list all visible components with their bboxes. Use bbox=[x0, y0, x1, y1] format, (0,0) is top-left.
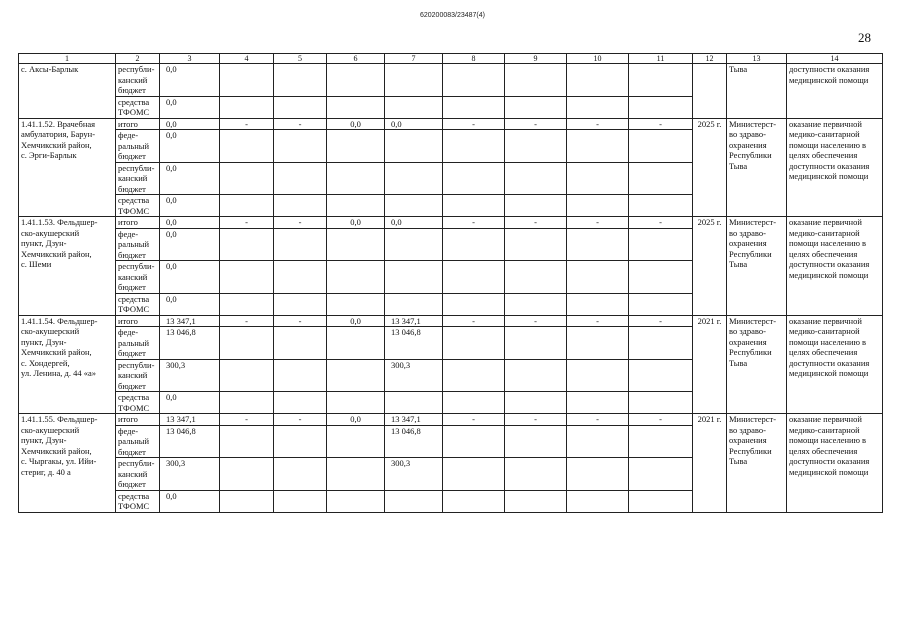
amount-year-cell bbox=[629, 64, 693, 97]
table-row bbox=[19, 315, 883, 327]
amount-year-cell: 0,0 bbox=[385, 118, 443, 130]
col-header: 10 bbox=[567, 54, 629, 64]
amount-year-cell: - bbox=[274, 118, 327, 130]
amount-year-cell: 0,0 bbox=[327, 414, 385, 426]
amount-total-cell: 0,0 bbox=[160, 261, 220, 294]
amount-year-cell: - bbox=[443, 217, 505, 229]
amount-year-cell bbox=[327, 261, 385, 294]
col-header: 1 bbox=[19, 54, 116, 64]
col-header: 8 bbox=[443, 54, 505, 64]
amount-year-cell: - bbox=[505, 315, 567, 327]
executor-cell: Министерст- во здраво- охранения Республики Тыва bbox=[727, 315, 787, 414]
expected-result-cell: оказание первичной медико-санитарной помощи населению в целях обеспечения доступности оказания медицинской помощи bbox=[787, 118, 883, 217]
funding-source-cell: республи- канский бюджет bbox=[116, 64, 160, 97]
amount-year-cell bbox=[274, 130, 327, 163]
amount-year-cell bbox=[443, 327, 505, 360]
amount-year-cell bbox=[385, 228, 443, 261]
completion-year-cell bbox=[693, 64, 727, 119]
amount-year-cell: - bbox=[505, 217, 567, 229]
amount-year-cell bbox=[327, 327, 385, 360]
amount-year-cell bbox=[274, 359, 327, 392]
amount-year-cell bbox=[220, 359, 274, 392]
executor-cell: Министерст- во здраво- охранения Республики Тыва bbox=[727, 217, 787, 316]
amount-year-cell bbox=[629, 162, 693, 195]
amount-year-cell bbox=[220, 490, 274, 512]
amount-year-cell: - bbox=[443, 414, 505, 426]
amount-year-cell bbox=[220, 425, 274, 458]
amount-year-cell bbox=[629, 130, 693, 163]
amount-year-cell bbox=[567, 458, 629, 491]
amount-year-cell bbox=[385, 293, 443, 315]
amount-year-cell bbox=[629, 327, 693, 360]
amount-year-cell bbox=[274, 458, 327, 491]
amount-year-cell bbox=[274, 490, 327, 512]
amount-year-cell bbox=[327, 490, 385, 512]
amount-year-cell bbox=[274, 96, 327, 118]
funding-source-cell: феде- ральный бюджет bbox=[116, 425, 160, 458]
amount-year-cell bbox=[629, 195, 693, 217]
amount-year-cell bbox=[505, 64, 567, 97]
expected-result-cell: доступности оказания медицинской помощи bbox=[787, 64, 883, 119]
expected-result-cell: оказание первичной медико-санитарной помощи населению в целях обеспечения доступности оказания медицинской помощи bbox=[787, 217, 883, 316]
funding-source-cell: итого bbox=[116, 414, 160, 426]
amount-year-cell bbox=[220, 261, 274, 294]
funding-source-cell: средства ТФОМС bbox=[116, 392, 160, 414]
object-name-cell: 1.41.1.53. Фельдшер- ско-акушерский пункт, Дзун- Хемчикский район, с. Шеми bbox=[19, 217, 116, 316]
col-header: 5 bbox=[274, 54, 327, 64]
amount-year-cell: - bbox=[220, 118, 274, 130]
funding-source-cell: феде- ральный бюджет bbox=[116, 327, 160, 360]
completion-year-cell: 2021 г. bbox=[693, 414, 727, 513]
amount-year-cell bbox=[505, 293, 567, 315]
amount-year-cell bbox=[385, 96, 443, 118]
amount-year-cell bbox=[220, 327, 274, 360]
executor-cell: Тыва bbox=[727, 64, 787, 119]
amount-year-cell bbox=[385, 162, 443, 195]
amount-total-cell: 0,0 bbox=[160, 392, 220, 414]
table-row bbox=[19, 64, 883, 97]
table-row bbox=[19, 217, 883, 229]
amount-year-cell: 0,0 bbox=[327, 315, 385, 327]
col-header: 3 bbox=[160, 54, 220, 64]
amount-year-cell bbox=[327, 64, 385, 97]
object-name-cell: 1.41.1.54. Фельдшер- ско-акушерский пункт, Дзун- Хемчикский район, с. Хондергей, ул. Ленина, д. 44 «а» bbox=[19, 315, 116, 414]
amount-year-cell: - bbox=[274, 414, 327, 426]
amount-year-cell bbox=[567, 195, 629, 217]
amount-year-cell bbox=[327, 293, 385, 315]
amount-year-cell: - bbox=[567, 315, 629, 327]
amount-total-cell: 13 347,1 bbox=[160, 315, 220, 327]
amount-year-cell bbox=[629, 392, 693, 414]
amount-year-cell: - bbox=[274, 217, 327, 229]
page-number: 28 bbox=[858, 30, 871, 45]
amount-total-cell: 13 046,8 bbox=[160, 425, 220, 458]
amount-year-cell: - bbox=[629, 414, 693, 426]
executor-cell: Министерст- во здраво- охранения Республики Тыва bbox=[727, 118, 787, 217]
amount-year-cell: - bbox=[443, 315, 505, 327]
amount-total-cell: 13 046,8 bbox=[160, 327, 220, 360]
amount-year-cell bbox=[220, 392, 274, 414]
amount-year-cell bbox=[327, 359, 385, 392]
col-header: 14 bbox=[787, 54, 883, 64]
amount-year-cell bbox=[443, 130, 505, 163]
amount-year-cell bbox=[505, 458, 567, 491]
amount-year-cell bbox=[385, 64, 443, 97]
amount-year-cell bbox=[220, 64, 274, 97]
completion-year-cell: 2021 г. bbox=[693, 315, 727, 414]
amount-total-cell: 0,0 bbox=[160, 130, 220, 163]
amount-year-cell bbox=[327, 162, 385, 195]
amount-total-cell: 0,0 bbox=[160, 64, 220, 97]
amount-year-cell: 13 347,1 bbox=[385, 414, 443, 426]
amount-year-cell bbox=[443, 425, 505, 458]
amount-year-cell bbox=[567, 293, 629, 315]
amount-year-cell bbox=[505, 195, 567, 217]
amount-year-cell bbox=[274, 162, 327, 195]
amount-year-cell bbox=[385, 195, 443, 217]
funding-source-cell: средства ТФОМС bbox=[116, 96, 160, 118]
funding-source-cell: республи- канский бюджет bbox=[116, 458, 160, 491]
amount-year-cell bbox=[220, 162, 274, 195]
amount-year-cell bbox=[505, 261, 567, 294]
funding-source-cell: феде- ральный бюджет bbox=[116, 130, 160, 163]
amount-year-cell bbox=[443, 195, 505, 217]
amount-year-cell bbox=[274, 64, 327, 97]
funding-source-cell: республи- канский бюджет bbox=[116, 261, 160, 294]
amount-year-cell bbox=[567, 261, 629, 294]
amount-year-cell bbox=[505, 162, 567, 195]
amount-year-cell: - bbox=[629, 217, 693, 229]
amount-year-cell bbox=[220, 195, 274, 217]
amount-year-cell: - bbox=[443, 118, 505, 130]
expected-result-cell: оказание первичной медико-санитарной помощи населению в целях обеспечения доступности оказания медицинской помощи bbox=[787, 315, 883, 414]
amount-year-cell: 13 046,8 bbox=[385, 327, 443, 360]
column-number-row bbox=[19, 54, 883, 64]
amount-year-cell: 13 347,1 bbox=[385, 315, 443, 327]
amount-year-cell bbox=[629, 359, 693, 392]
amount-year-cell bbox=[327, 458, 385, 491]
amount-year-cell bbox=[274, 195, 327, 217]
amount-total-cell: 300,3 bbox=[160, 359, 220, 392]
amount-year-cell: - bbox=[274, 315, 327, 327]
funding-source-cell: средства ТФОМС bbox=[116, 195, 160, 217]
amount-year-cell bbox=[567, 490, 629, 512]
amount-year-cell: - bbox=[629, 118, 693, 130]
amount-year-cell bbox=[567, 228, 629, 261]
amount-year-cell bbox=[505, 327, 567, 360]
completion-year-cell: 2025 г. bbox=[693, 217, 727, 316]
amount-year-cell bbox=[443, 96, 505, 118]
amount-year-cell: - bbox=[220, 315, 274, 327]
amount-year-cell: 13 046,8 bbox=[385, 425, 443, 458]
amount-year-cell: 0,0 bbox=[327, 217, 385, 229]
funding-source-cell: итого bbox=[116, 118, 160, 130]
amount-year-cell bbox=[443, 490, 505, 512]
amount-total-cell: 0,0 bbox=[160, 293, 220, 315]
amount-year-cell bbox=[385, 261, 443, 294]
amount-year-cell: - bbox=[567, 118, 629, 130]
col-header: 13 bbox=[727, 54, 787, 64]
table-row bbox=[19, 118, 883, 130]
amount-year-cell bbox=[629, 96, 693, 118]
amount-year-cell bbox=[629, 228, 693, 261]
funding-source-cell: итого bbox=[116, 315, 160, 327]
executor-cell: Министерст- во здраво- охранения Республики Тыва bbox=[727, 414, 787, 513]
amount-total-cell: 0,0 bbox=[160, 195, 220, 217]
funding-source-cell: феде- ральный бюджет bbox=[116, 228, 160, 261]
amount-year-cell bbox=[505, 228, 567, 261]
amount-year-cell bbox=[629, 458, 693, 491]
amount-year-cell bbox=[567, 425, 629, 458]
amount-year-cell bbox=[443, 293, 505, 315]
amount-year-cell bbox=[629, 261, 693, 294]
amount-year-cell bbox=[220, 458, 274, 491]
amount-year-cell bbox=[567, 162, 629, 195]
amount-year-cell bbox=[327, 392, 385, 414]
amount-total-cell: 0,0 bbox=[160, 118, 220, 130]
amount-year-cell bbox=[385, 130, 443, 163]
amount-year-cell: - bbox=[220, 414, 274, 426]
amount-year-cell: 0,0 bbox=[385, 217, 443, 229]
amount-year-cell bbox=[274, 327, 327, 360]
funding-source-cell: республи- канский бюджет bbox=[116, 162, 160, 195]
amount-year-cell bbox=[629, 490, 693, 512]
amount-total-cell: 13 347,1 bbox=[160, 414, 220, 426]
amount-year-cell bbox=[443, 64, 505, 97]
amount-year-cell bbox=[327, 195, 385, 217]
amount-year-cell bbox=[385, 490, 443, 512]
amount-year-cell bbox=[220, 293, 274, 315]
object-name-cell: 1.41.1.52. Врачебная амбулатория, Барун- Хемчикский район, с. Эрги-Барлык bbox=[19, 118, 116, 217]
amount-year-cell bbox=[327, 228, 385, 261]
amount-year-cell bbox=[443, 392, 505, 414]
amount-year-cell bbox=[505, 490, 567, 512]
amount-year-cell bbox=[567, 359, 629, 392]
amount-year-cell bbox=[220, 130, 274, 163]
col-header: 9 bbox=[505, 54, 567, 64]
amount-year-cell bbox=[274, 425, 327, 458]
amount-year-cell: - bbox=[220, 217, 274, 229]
amount-year-cell bbox=[567, 392, 629, 414]
amount-total-cell: 300,3 bbox=[160, 458, 220, 491]
amount-total-cell: 0,0 bbox=[160, 96, 220, 118]
amount-year-cell bbox=[385, 392, 443, 414]
amount-year-cell bbox=[220, 96, 274, 118]
amount-year-cell bbox=[274, 261, 327, 294]
amount-year-cell bbox=[505, 96, 567, 118]
col-header: 12 bbox=[693, 54, 727, 64]
amount-year-cell bbox=[629, 425, 693, 458]
amount-year-cell bbox=[443, 228, 505, 261]
amount-total-cell: 0,0 bbox=[160, 217, 220, 229]
amount-year-cell bbox=[327, 96, 385, 118]
funding-source-cell: средства ТФОМС bbox=[116, 490, 160, 512]
amount-year-cell: 0,0 bbox=[327, 118, 385, 130]
amount-year-cell bbox=[220, 228, 274, 261]
amount-year-cell: - bbox=[567, 414, 629, 426]
amount-year-cell bbox=[505, 392, 567, 414]
amount-year-cell: - bbox=[629, 315, 693, 327]
funding-source-cell: итого bbox=[116, 217, 160, 229]
col-header: 11 bbox=[629, 54, 693, 64]
amount-year-cell bbox=[505, 130, 567, 163]
amount-year-cell: - bbox=[505, 414, 567, 426]
amount-year-cell bbox=[443, 458, 505, 491]
amount-year-cell bbox=[274, 293, 327, 315]
funding-source-cell: республи- канский бюджет bbox=[116, 359, 160, 392]
amount-year-cell bbox=[274, 228, 327, 261]
table-row bbox=[19, 414, 883, 426]
amount-year-cell bbox=[505, 425, 567, 458]
amount-year-cell: 300,3 bbox=[385, 458, 443, 491]
program-table bbox=[18, 53, 883, 513]
object-name-cell: 1.41.1.55. Фельдшер- ско-акушерский пункт, Дзун- Хемчикский район, с. Чыргакы, ул. Ийи- стериг, д. 40 а bbox=[19, 414, 116, 513]
amount-year-cell bbox=[327, 425, 385, 458]
completion-year-cell: 2025 г. bbox=[693, 118, 727, 217]
amount-year-cell: - bbox=[567, 217, 629, 229]
amount-year-cell bbox=[443, 359, 505, 392]
expected-result-cell: оказание первичной медико-санитарной помощи населению в целях обеспечения доступности оказания медицинской помощи bbox=[787, 414, 883, 513]
col-header: 2 bbox=[116, 54, 160, 64]
document-id: 620200083/23487(4) bbox=[419, 12, 485, 19]
amount-year-cell bbox=[327, 130, 385, 163]
amount-total-cell: 0,0 bbox=[160, 228, 220, 261]
amount-year-cell bbox=[567, 64, 629, 97]
amount-year-cell: 300,3 bbox=[385, 359, 443, 392]
amount-year-cell bbox=[567, 327, 629, 360]
col-header: 6 bbox=[327, 54, 385, 64]
amount-total-cell: 0,0 bbox=[160, 162, 220, 195]
amount-year-cell bbox=[567, 130, 629, 163]
amount-year-cell bbox=[505, 359, 567, 392]
amount-year-cell bbox=[443, 162, 505, 195]
col-header: 4 bbox=[220, 54, 274, 64]
amount-year-cell bbox=[274, 392, 327, 414]
funding-source-cell: средства ТФОМС bbox=[116, 293, 160, 315]
amount-year-cell bbox=[443, 261, 505, 294]
amount-year-cell: - bbox=[505, 118, 567, 130]
col-header: 7 bbox=[385, 54, 443, 64]
amount-year-cell bbox=[629, 293, 693, 315]
amount-total-cell: 0,0 bbox=[160, 490, 220, 512]
object-name-cell: с. Аксы-Барлык bbox=[19, 64, 116, 119]
amount-year-cell bbox=[567, 96, 629, 118]
